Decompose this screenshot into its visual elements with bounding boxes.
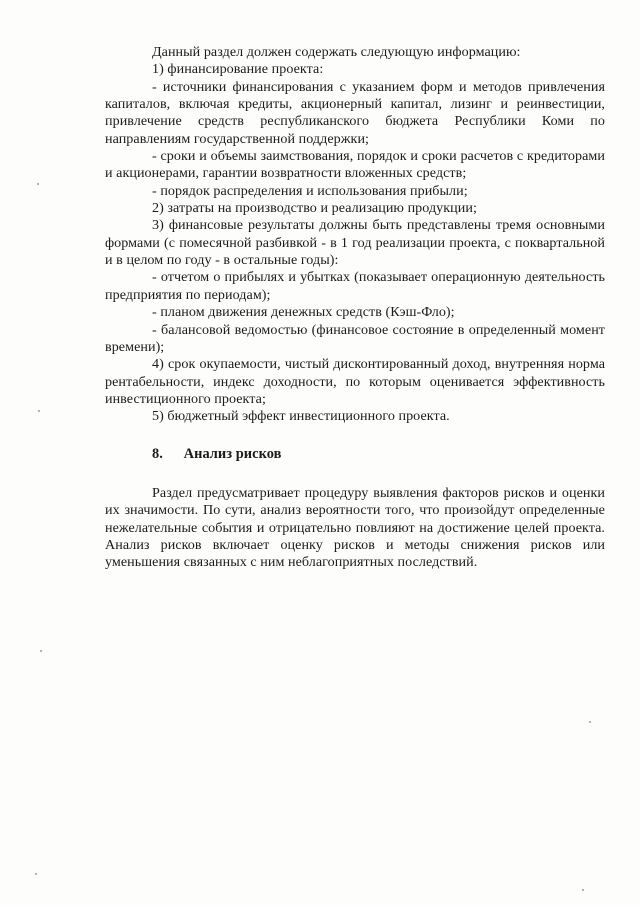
item-borrowing-terms: - сроки и объемы заимствования, порядок и сроки расчетов с кредиторами и акционерами, гарантии возвратности вложенных средств; <box>105 148 605 182</box>
scan-speck <box>582 889 584 891</box>
item-cash-flow: - планом движения денежных средств (Кэш-Фло); <box>152 304 455 321</box>
section-title: Анализ рисков <box>183 445 282 462</box>
scan-speck <box>37 183 39 185</box>
item-balance-sheet: - балансовой ведомостью (финансовое состояние в определенный момент времени); <box>105 321 605 355</box>
item-budget-effect: 5) бюджетный эффект инвестиционного проекта. <box>152 408 450 425</box>
item-financing: 1) финансирование проекта: <box>152 61 324 78</box>
scan-speck <box>35 873 37 875</box>
intro-paragraph: Данный раздел должен содержать следующую информацию: <box>152 44 521 60</box>
item-profit-loss-report: - отчетом о прибылях и убытках (показывает операционную деятельность предприятия по периодам); <box>105 269 605 303</box>
item-financing-sources: - источники финансирования с указанием форм и методов привлечения капиталов, включая кредиты, акционерный капитал, лизинг и реинвестиции, привлечение средств республиканского бюджета Республики Коми по направлениям государственной поддержки; <box>105 78 605 147</box>
scan-speck <box>38 410 40 412</box>
item-payback-metrics: 4) срок окупаемости, чистый дисконтированный доход, внутренняя норма рентабельности, индекс доходности, по которым оценивается эффективность инвестиционного проекта; <box>105 356 605 407</box>
section-heading <box>105 446 605 463</box>
scan-speck <box>40 650 42 652</box>
scan-speck <box>589 721 591 723</box>
section-body: Раздел предусматривает процедуру выявления факторов рисков и оценки их значимости. По сути, анализ вероятности того, что произойдут определенные нежелательные события и отрицательно повлияют на достижение целей проекта. Анализ рисков включает оценку рисков и методы снижения рисков или уменьшения связанных с ним неблагоприятных последствий. <box>105 484 605 571</box>
section-number: 8. <box>152 445 163 462</box>
item-profit-distribution: - порядок распределения и использования прибыли; <box>152 182 468 199</box>
item-financial-results: 3) финансовые результаты должны быть представлены тремя основными формами (с помесячной разбивкой - в 1 год реализации проекта, с поквартальной и в целом по году - в остальные годы): <box>105 217 605 269</box>
document-body <box>105 44 605 572</box>
item-production-costs: 2) затраты на производство и реализацию продукции; <box>152 200 477 217</box>
